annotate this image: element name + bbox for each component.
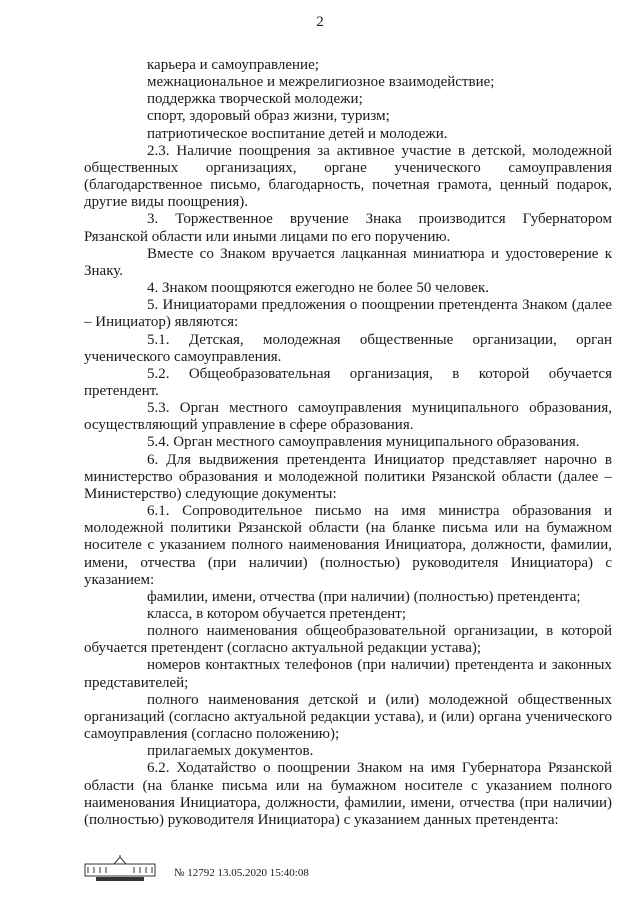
paragraph: патриотическое воспитание детей и молодежи. bbox=[147, 125, 448, 142]
document-body bbox=[84, 57, 612, 829]
document-footer bbox=[84, 854, 484, 884]
paragraph: 5.1. Детская, молодежная общественные организации, орган ученического самоуправления. bbox=[84, 331, 612, 365]
paragraph: прилагаемых документов. bbox=[147, 743, 314, 760]
registry-stamp-logo bbox=[84, 854, 156, 882]
paragraph: поддержка творческой молодежи; bbox=[147, 91, 363, 108]
paragraph: 5.4. Орган местного самоуправления муниципального образования. bbox=[147, 434, 580, 451]
paragraph: 6.2. Ходатайство о поощрении Знаком на имя Губернатора Рязанской области (на бланке письма или на бумажном носителе с указанием полного наименования Инициатора, должности, фамилии, имени, отчества (при наличии) (полностью) руководителя Инициатора) с указанием данных претендента: bbox=[84, 760, 612, 828]
paragraph: межнациональное и межрелигиозное взаимодействие; bbox=[147, 74, 495, 91]
paragraph: Вместе со Знаком вручается лацканная миниатюра и удостоверение к Знаку. bbox=[84, 245, 612, 279]
paragraph: карьера и самоуправление; bbox=[147, 57, 319, 73]
paragraph: 4. Знаком поощряются ежегодно не более 50 человек. bbox=[147, 280, 489, 297]
paragraph: 6.1. Сопроводительное письмо на имя министра образования и молодежной политики Рязанской области (на бланке письма или на бумажном носителе с указанием полного наименования Инициатора, должности, фамилии, имени, отчества (при наличии) (полностью) руководителя Инициатора) с указанием: bbox=[84, 503, 612, 588]
paragraph: 5. Инициаторами предложения о поощрении претендента Знаком (далее – Инициатор) являются: bbox=[84, 297, 612, 331]
paragraph: фамилии, имени, отчества (при наличии) (полностью) претендента; bbox=[147, 588, 581, 605]
paragraph: 2.3. Наличие поощрения за активное участие в детской, молодежной общественных организациях, органе ученического самоуправления (благодарственное письмо, благодарность, почетная грамота, ценный подарок, другие виды поощрения). bbox=[84, 142, 612, 211]
page-number: 2 bbox=[316, 14, 324, 30]
paragraph: 6. Для выдвижения претендента Инициатор представляет нарочно в министерство образования и молодежной политики Рязанской области (далее – Министерство) следующие документы: bbox=[84, 451, 612, 502]
paragraph: 5.3. Орган местного самоуправления муниципального образования, осуществляющий управление в сфере образования. bbox=[84, 400, 612, 434]
paragraph: спорт, здоровый образ жизни, туризм; bbox=[147, 108, 390, 125]
paragraph: 5.2. Общеобразовательная организация, в которой обучается претендент. bbox=[84, 365, 612, 399]
paragraph: полного наименования детской и (или) молодежной общественных организаций (согласно актуальной редакции устава), и (или) органа ученического самоуправления (согласно положению); bbox=[84, 691, 612, 743]
paragraph: номеров контактных телефонов (при наличии) претендента и законных представителей; bbox=[84, 657, 612, 691]
paragraph: 3. Торжественное вручение Знака производится Губернатором Рязанской области или иными лицами по его поручению. bbox=[84, 211, 612, 245]
paragraph: полного наименования общеобразовательной организации, в которой обучается претендент (согласно актуальной редакции устава); bbox=[84, 623, 612, 657]
paragraph: класса, в котором обучается претендент; bbox=[147, 606, 406, 622]
registration-number: № 12792 13.05.2020 15:40:08 bbox=[174, 867, 309, 879]
